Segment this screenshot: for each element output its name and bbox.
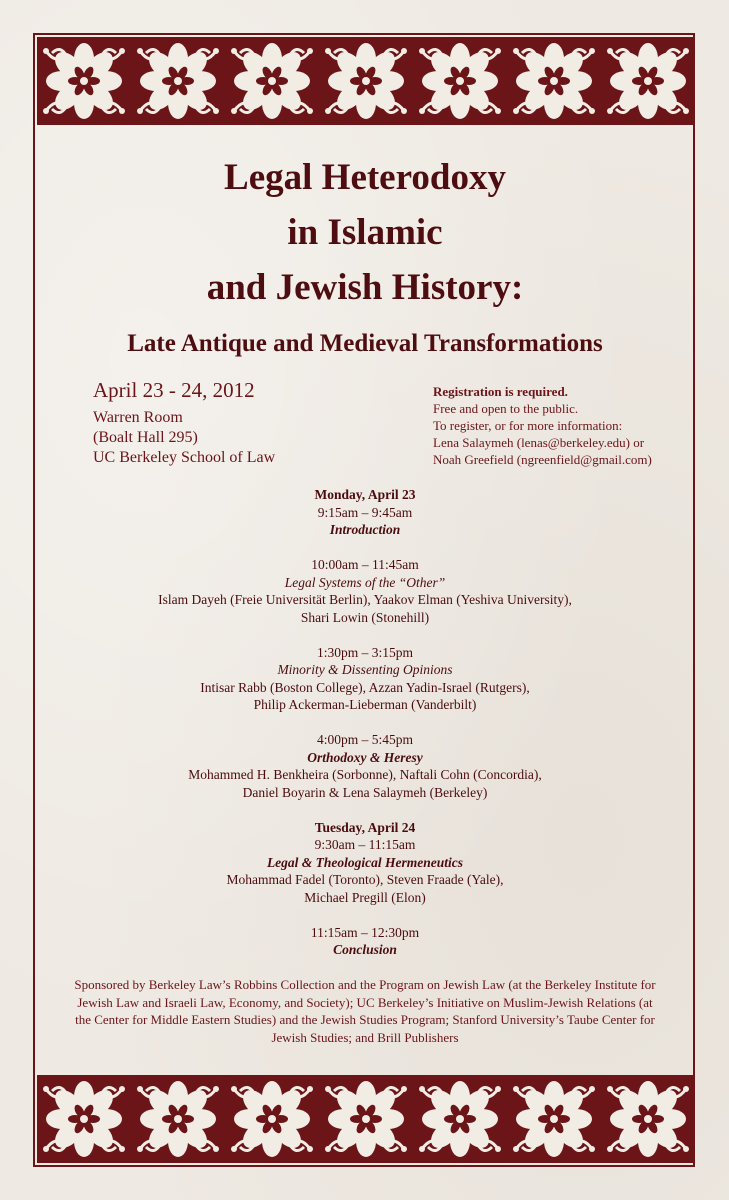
session-title: Orthodoxy & Heresy bbox=[307, 749, 423, 765]
registration-required: Registration is required. bbox=[433, 384, 568, 399]
registration-line: To register, or for more information: bbox=[433, 418, 623, 433]
session-title: Legal & Theological Hermeneutics bbox=[266, 854, 464, 870]
top-ornament-band bbox=[37, 37, 695, 125]
title-line-2: in Islamic bbox=[287, 212, 443, 253]
session-speakers: Shari Lowin (Stonehill) bbox=[300, 609, 430, 625]
session-speakers: Intisar Rabb (Boston College), Azzan Yadin-Israel (Rutgers), bbox=[200, 679, 530, 695]
title-line-1: Legal Heterodoxy bbox=[224, 157, 506, 198]
registration-info bbox=[433, 383, 652, 468]
session-title: Conclusion bbox=[333, 942, 397, 957]
venue-building: (Boalt Hall 295) bbox=[93, 429, 198, 446]
session-title: Legal Systems of the “Other” bbox=[284, 574, 446, 590]
registration-line: Free and open to the public. bbox=[433, 401, 579, 416]
session-time: 10:00am – 11:45am bbox=[311, 557, 419, 572]
event-venue bbox=[93, 408, 275, 468]
title-line-3: and Jewish History: bbox=[206, 267, 524, 308]
session-speakers: Mohammed H. Benkheira (Sorbonne), Naftali Cohn (Concordia), bbox=[188, 767, 542, 782]
venue-room: Warren Room bbox=[93, 409, 183, 426]
day-heading-tuesday: Tuesday, April 24 bbox=[314, 819, 416, 835]
session-speakers: Mohammad Fadel (Toronto), Steven Fraade (Yale), bbox=[226, 872, 504, 887]
session-title: Introduction bbox=[329, 522, 401, 537]
arabesque-border-bottom bbox=[37, 1075, 695, 1163]
registration-contact: Lena Salaymeh (lenas@berkeley.edu) or bbox=[433, 435, 645, 450]
arabesque-border-top bbox=[37, 37, 695, 125]
day-heading-monday: Monday, April 23 bbox=[314, 487, 416, 502]
session-title: Minority & Dissenting Opinions bbox=[277, 662, 453, 677]
bottom-ornament-band bbox=[37, 1075, 695, 1163]
program-schedule bbox=[60, 486, 670, 959]
registration-contact: Noah Greefield (ngreenfield@gmail.com) bbox=[433, 452, 652, 467]
session-speakers: Philip Ackerman-Lieberman (Vanderbilt) bbox=[253, 697, 477, 712]
poster-subtitle: Late Antique and Medieval Transformations bbox=[127, 330, 603, 357]
session-speakers: Islam Dayeh (Freie Universität Berlin), Yaakov Elman (Yeshiva University), bbox=[158, 592, 572, 607]
sponsors-statement: Sponsored by Berkeley Law’s Robbins Collection and the Program on Jewish Law (at the Berkeley Institute for Jewish Law and Israeli Law, Economy, and Society); UC Berkeley’s Initiative on Muslim-Jewish Relations (at the Center for Middle Eastern Studies) and the Jewish Studies Program; Stanford University’s Taube Center for Jewish Studies; and Brill Publishers bbox=[74, 977, 656, 1045]
session-speakers: Michael Pregill (Elon) bbox=[304, 889, 426, 905]
session-time: 4:00pm – 5:45pm bbox=[316, 732, 413, 747]
session-time: 1:30pm – 3:15pm bbox=[316, 644, 413, 660]
poster-title bbox=[60, 150, 670, 315]
session-time: 11:15am – 12:30pm bbox=[310, 924, 420, 940]
session-time: 9:15am – 9:45am bbox=[317, 504, 413, 520]
session-speakers: Daniel Boyarin & Lena Salaymeh (Berkeley) bbox=[242, 784, 488, 800]
event-dates: April 23 - 24, 2012 bbox=[93, 378, 255, 402]
venue-school: UC Berkeley School of Law bbox=[93, 449, 276, 466]
session-time: 9:30am – 11:15am bbox=[314, 837, 416, 852]
